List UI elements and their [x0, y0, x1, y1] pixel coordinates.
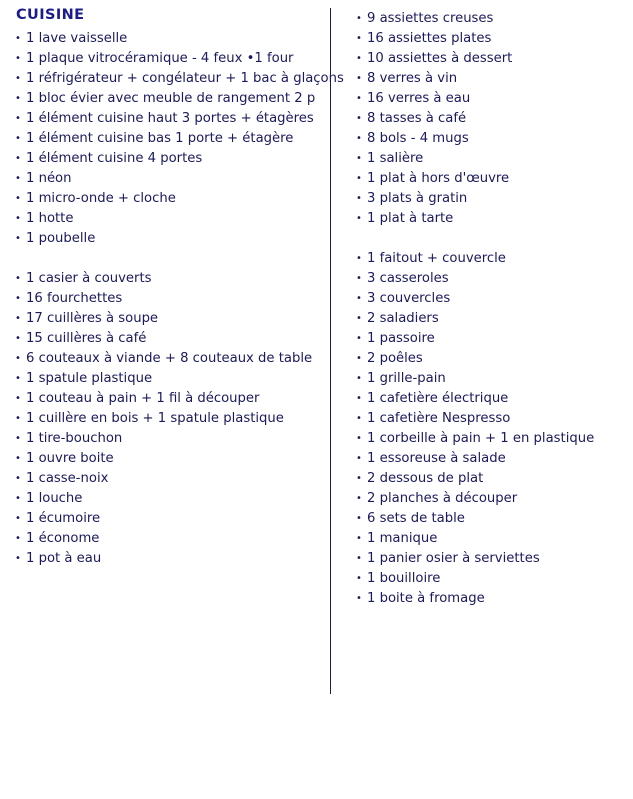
list-item: • 1 élément cuisine bas 1 porte + étagère [14, 129, 324, 149]
list-item: • 3 plats à gratin [355, 189, 625, 209]
list-item: • 1 tire-bouchon [14, 429, 324, 449]
list-item: • 2 poêles [355, 349, 625, 369]
list-item: • 6 sets de table [355, 509, 625, 529]
list-item: • 16 verres à eau [355, 89, 625, 109]
list-item: • 1 hotte [14, 209, 324, 229]
list-spacer [14, 249, 324, 269]
list-item: • 6 couteaux à viande + 8 couteaux de table [14, 349, 324, 369]
list-item: • 8 bols - 4 mugs [355, 129, 625, 149]
kitchen-tableware-list [355, 9, 625, 609]
list-item: • 1 louche [14, 489, 324, 509]
list-item: • 1 plat à tarte [355, 209, 625, 229]
list-item: • 1 cafetière Nespresso [355, 409, 625, 429]
list-item: • 1 corbeille à pain + 1 en plastique [355, 429, 625, 449]
list-item: • 1 faitout + couvercle [355, 249, 625, 269]
list-item: • 1 cafetière électrique [355, 389, 625, 409]
list-item: • 1 pot à eau [14, 549, 324, 569]
list-item: • 3 casseroles [355, 269, 625, 289]
list-item: • 1 boite à fromage [355, 589, 625, 609]
list-spacer [355, 229, 625, 249]
kitchen-equipment-list [14, 29, 344, 569]
list-item: • 1 salière [355, 149, 625, 169]
list-item: • 1 grille-pain [355, 369, 625, 389]
list-item: • 17 cuillères à soupe [14, 309, 324, 329]
list-item: • 1 casier à couverts [14, 269, 324, 289]
list-item: • 1 économe [14, 529, 324, 549]
list-item: • 1 manique [355, 529, 625, 549]
list-item: • 1 élément cuisine haut 3 portes + étagères [14, 109, 324, 129]
list-item: • 2 dessous de plat [355, 469, 625, 489]
list-item: • 1 écumoire [14, 509, 324, 529]
list-item: • 1 réfrigérateur + congélateur + 1 bac à glaçons [14, 69, 324, 89]
list-item: • 1 ouvre boite [14, 449, 324, 469]
list-item: • 1 cuillère en bois + 1 spatule plastique [14, 409, 324, 429]
list-item: • 1 élément cuisine 4 portes [14, 149, 324, 169]
list-item: • 1 lave vaisselle [14, 29, 324, 49]
list-item: • 1 micro-onde + cloche [14, 189, 324, 209]
left-column [8, 6, 344, 569]
list-item: • 8 verres à vin [355, 69, 625, 89]
list-item: • 2 saladiers [355, 309, 625, 329]
list-item: • 1 néon [14, 169, 324, 189]
list-item: • 1 plat à hors d'œuvre [355, 169, 625, 189]
list-item: • 3 couvercles [355, 289, 625, 309]
list-item: • 1 plaque vitrocéramique - 4 feux •1 four [14, 49, 324, 69]
list-item: • 1 bloc évier avec meuble de rangement 2 p [14, 89, 324, 109]
right-column [331, 6, 625, 609]
list-item: • 1 spatule plastique [14, 369, 324, 389]
list-item: • 9 assiettes creuses [355, 9, 625, 29]
list-item: • 1 casse-noix [14, 469, 324, 489]
list-item: • 1 panier osier à serviettes [355, 549, 625, 569]
list-item: • 10 assiettes à dessert [355, 49, 625, 69]
list-item: • 1 poubelle [14, 229, 324, 249]
list-item: • 1 bouilloire [355, 569, 625, 589]
list-item: • 15 cuillères à café [14, 329, 324, 349]
list-item: • 1 essoreuse à salade [355, 449, 625, 469]
page-title: CUISINE [16, 7, 85, 23]
document-columns [8, 6, 625, 696]
list-item: • 16 assiettes plates [355, 29, 625, 49]
list-item: • 16 fourchettes [14, 289, 324, 309]
list-item: • 1 passoire [355, 329, 625, 349]
list-item: • 8 tasses à café [355, 109, 625, 129]
list-item: • 1 couteau à pain + 1 fil à découper [14, 389, 324, 409]
list-item: • 2 planches à découper [355, 489, 625, 509]
